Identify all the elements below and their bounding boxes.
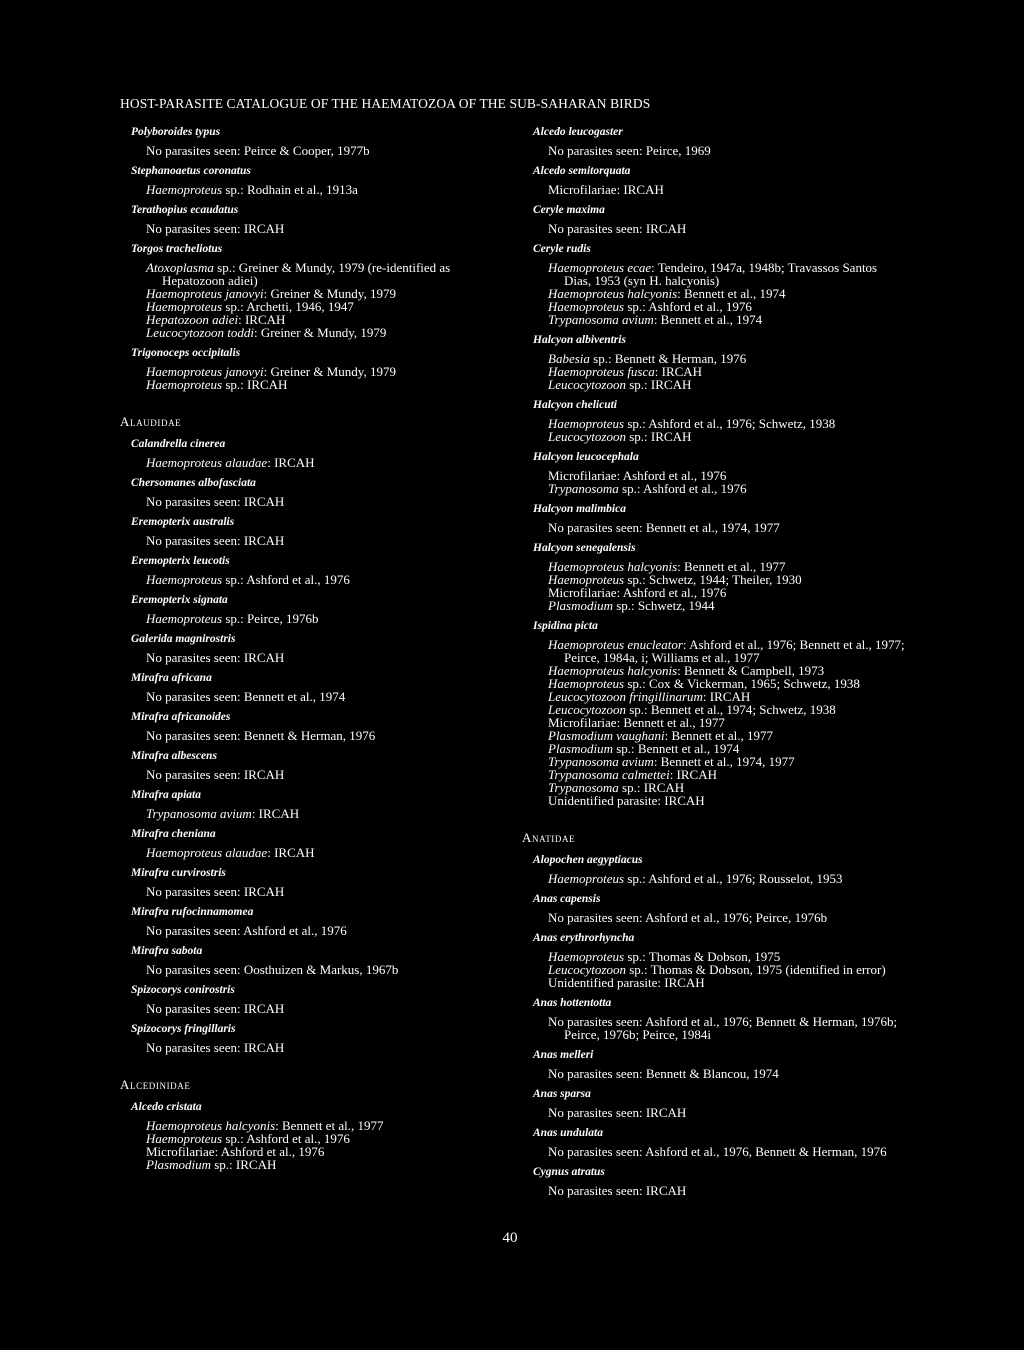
record-reference: : Bennett et al., 1977 <box>664 728 773 743</box>
record-reference: No parasites seen: IRCAH <box>548 1105 687 1120</box>
host-species-name: Stephanoaetus coronatus <box>131 165 251 177</box>
host-entry <box>522 399 907 443</box>
parasite-name: Haemoproteus halcyonis <box>548 286 678 301</box>
parasite-name: Haemoproteus <box>548 949 625 964</box>
parasite-record <box>120 326 500 339</box>
host-species-name: Galerida magnirostris <box>131 633 236 645</box>
record-reference: : IRCAH <box>702 689 751 704</box>
host-entry <box>522 997 907 1041</box>
parasite-record <box>522 911 907 924</box>
record-reference: sp.: IRCAH <box>211 1157 277 1172</box>
host-species-name: Anas hottentotta <box>533 997 612 1009</box>
record-reference: sp.: Rodhain et al., 1913a <box>222 182 358 197</box>
record-reference: No parasites seen: IRCAH <box>146 650 285 665</box>
record-reference: sp.: Schwetz, 1944 <box>613 598 715 613</box>
parasite-record <box>120 1158 500 1171</box>
record-reference: sp.: IRCAH <box>618 780 685 795</box>
parasite-name: Haemoproteus ecae <box>548 260 652 275</box>
record-reference: No parasites seen: IRCAH <box>146 494 285 509</box>
record-reference: sp.: Peirce, 1976b <box>222 611 319 626</box>
record-reference: No parasites seen: IRCAH <box>146 1001 285 1016</box>
parasite-name: Haemoproteus halcyonis <box>548 663 678 678</box>
record-reference: Microfilariae: IRCAH <box>548 182 664 197</box>
host-species-name: Halcyon leucocephala <box>533 451 639 463</box>
record-reference: : Bennett & Campbell, 1973 <box>677 663 825 678</box>
parasite-name: Babesia <box>548 351 590 366</box>
host-species-name: Alcedo cristata <box>131 1101 202 1113</box>
parasite-record <box>120 495 500 508</box>
host-species-name: Alcedo semitorquata <box>533 165 631 177</box>
record-reference: No parasites seen: IRCAH <box>146 884 285 899</box>
record-reference: : IRCAH <box>654 364 703 379</box>
record-reference: : Bennett et al., 1977 <box>275 1118 384 1133</box>
record-reference: sp.: Ashford et al., 1976; Rousselot, 1953 <box>624 871 843 886</box>
host-species-name: Calandrella cinerea <box>131 438 226 450</box>
host-entry <box>120 906 500 937</box>
host-entry <box>522 1049 907 1080</box>
parasite-name: Trypanosoma <box>548 780 619 795</box>
record-reference: Microfilariae: Ashford et al., 1976 <box>146 1144 325 1159</box>
host-entry <box>120 477 500 508</box>
host-species-name: Ceryle rudis <box>533 243 591 255</box>
parasite-record <box>120 729 500 742</box>
parasite-record <box>522 1067 907 1080</box>
host-species-name: Eremopterix signata <box>131 594 228 606</box>
record-reference: : IRCAH <box>267 845 315 860</box>
host-entry <box>522 334 907 391</box>
parasite-record <box>120 261 500 287</box>
parasite-name: Atoxoplasma <box>146 260 214 275</box>
record-reference: : Greiner & Mundy, 1979 <box>263 286 396 301</box>
record-reference: No parasites seen: Peirce, 1969 <box>548 143 711 158</box>
record-reference: sp.: IRCAH <box>625 429 692 444</box>
page-number: 40 <box>502 1230 518 1246</box>
host-entry <box>522 932 907 989</box>
record-reference: sp.: IRCAH <box>222 377 288 392</box>
host-species-name: Mirafra rufocinnamomea <box>131 906 254 918</box>
host-entry <box>522 854 907 885</box>
host-species-name: Cygnus atratus <box>533 1166 605 1178</box>
host-species-name: Anas melleri <box>533 1049 594 1061</box>
parasite-name: Haemoproteus <box>146 299 223 314</box>
right-column <box>522 126 907 1205</box>
record-reference: Microfilariae: Ashford et al., 1976 <box>548 468 727 483</box>
host-species-name: Ceryle maxima <box>533 204 605 216</box>
parasite-record <box>120 846 500 859</box>
host-species-name: Alopochen aegyptiacus <box>533 854 643 866</box>
parasite-name: Trypanosoma avium <box>548 312 654 327</box>
host-entry <box>522 1166 907 1197</box>
record-reference: Unidentified parasite: IRCAH <box>548 975 705 990</box>
left-column <box>120 126 500 1179</box>
family-heading: Alaudidae <box>120 414 182 429</box>
record-reference: sp.: Ashford et al., 1976 <box>222 1131 350 1146</box>
parasite-record <box>120 807 500 820</box>
record-reference: No parasites seen: IRCAH <box>146 1040 285 1055</box>
host-species-name: Eremopterix australis <box>131 516 235 528</box>
host-entry <box>522 893 907 924</box>
record-reference: No parasites seen: IRCAH <box>146 767 285 782</box>
parasite-name: Leucocytozoon fringillinarum <box>548 689 703 704</box>
parasite-name: Haemoproteus <box>548 572 625 587</box>
parasite-record <box>522 794 907 807</box>
host-entry <box>120 555 500 586</box>
record-reference: sp.: Ashford et al., 1976 <box>624 299 752 314</box>
parasite-record <box>522 144 907 157</box>
record-reference: No parasites seen: Peirce & Cooper, 1977b <box>146 143 370 158</box>
family-heading: Alcedinidae <box>120 1077 191 1092</box>
record-reference: Microfilariae: Ashford et al., 1976 <box>548 585 727 600</box>
record-reference: sp.: Thomas & Dobson, 1975 <box>624 949 781 964</box>
parasite-name: Plasmodium <box>548 741 613 756</box>
running-head: HOST-PARASITE CATALOGUE OF THE HAEMATOZOA OF THE SUB-SAHARAN BIRDS <box>120 96 651 111</box>
record-reference: sp.: Cox & Vickerman, 1965; Schwetz, 1938 <box>624 676 860 691</box>
host-entry <box>522 620 907 807</box>
parasite-record <box>120 573 500 586</box>
record-reference: sp.: Bennett et al., 1974; Schwetz, 1938 <box>625 702 836 717</box>
host-entry <box>120 594 500 625</box>
parasite-name: Haemoproteus <box>548 871 625 886</box>
host-species-name: Spizocorys conirostris <box>131 984 235 996</box>
parasite-record <box>522 482 907 495</box>
host-species-name: Torgos tracheliotus <box>131 243 223 255</box>
record-reference: Microfilariae: Bennett et al., 1977 <box>548 715 725 730</box>
record-reference: No parasites seen: Bennett & Herman, 1976 <box>146 728 376 743</box>
parasite-record <box>120 1002 500 1015</box>
parasite-name: Haemoproteus <box>548 299 625 314</box>
parasite-record <box>522 521 907 534</box>
parasite-record <box>120 1041 500 1054</box>
parasite-record <box>522 638 907 664</box>
parasite-name: Haemoproteus <box>146 572 223 587</box>
host-species-name: Mirafra sabota <box>131 945 203 957</box>
record-reference: sp.: Bennett & Herman, 1976 <box>589 351 747 366</box>
record-reference: No parasites seen: IRCAH <box>146 533 285 548</box>
parasite-record <box>120 144 500 157</box>
parasite-record <box>522 222 907 235</box>
host-species-name: Chersomanes albofasciata <box>131 477 256 489</box>
parasite-name: Haemoproteus <box>146 611 223 626</box>
record-reference: No parasites seen: IRCAH <box>548 1183 687 1198</box>
record-reference: sp.: Ashford et al., 1976 <box>618 481 747 496</box>
host-entry <box>120 438 500 469</box>
parasite-record <box>120 222 500 235</box>
host-entry <box>522 126 907 157</box>
host-species-name: Trigonoceps occipitalis <box>131 347 241 359</box>
host-entry <box>120 1101 500 1171</box>
parasite-record <box>522 183 907 196</box>
parasite-record <box>522 261 907 287</box>
host-entry <box>120 165 500 196</box>
record-reference: No parasites seen: Bennett et al., 1974, 1977 <box>548 520 780 535</box>
record-reference: sp.: Schwetz, 1944; Theiler, 1930 <box>624 572 802 587</box>
record-reference: : Bennett et al., 1974, 1977 <box>653 754 795 769</box>
host-species-name: Mirafra africana <box>131 672 212 684</box>
parasite-name: Haemoproteus janovyi <box>146 364 264 379</box>
host-entry <box>120 126 500 157</box>
parasite-record <box>522 313 907 326</box>
host-entry <box>522 451 907 495</box>
record-reference: : Tendeiro, 1947a, 1948b; Travassos Santos Dias, 1953 (syn H. halcyonis) <box>564 260 878 288</box>
family-heading: Anatidae <box>522 830 576 845</box>
host-species-name: Halcyon albiventris <box>533 334 626 346</box>
host-species-name: Spizocorys fringillaris <box>131 1023 236 1035</box>
host-species-name: Ispidina picta <box>533 620 598 632</box>
parasite-name: Plasmodium <box>548 598 613 613</box>
host-species-name: Mirafra africanoides <box>131 711 231 723</box>
parasite-name: Hepatozoon adiei <box>146 312 239 327</box>
host-species-name: Mirafra curvirostris <box>131 867 226 879</box>
record-reference: sp.: Archetti, 1946, 1947 <box>222 299 354 314</box>
parasite-name: Haemoproteus halcyonis <box>548 559 678 574</box>
record-reference: sp.: IRCAH <box>625 377 692 392</box>
parasite-record <box>120 690 500 703</box>
parasite-record <box>120 963 500 976</box>
parasite-name: Haemoproteus alaudae <box>146 455 268 470</box>
parasite-name: Trypanosoma calmettei <box>548 767 670 782</box>
host-entry <box>522 1127 907 1158</box>
host-entry <box>120 750 500 781</box>
parasite-record <box>522 1145 907 1158</box>
record-reference: No parasites seen: IRCAH <box>146 221 285 236</box>
host-species-name: Mirafra cheniana <box>131 828 216 840</box>
parasite-name: Haemoproteus <box>146 377 223 392</box>
record-reference: No parasites seen: Bennett & Blancou, 1974 <box>548 1066 779 1081</box>
host-species-name: Anas sparsa <box>533 1088 591 1100</box>
parasite-name: Trypanosoma avium <box>146 806 252 821</box>
host-species-name: Anas undulata <box>533 1127 603 1139</box>
host-species-name: Eremopterix leucotis <box>131 555 230 567</box>
record-reference: No parasites seen: Ashford et al., 1976; Peirce, 1976b <box>548 910 828 925</box>
host-entry <box>522 503 907 534</box>
host-entry <box>522 542 907 612</box>
parasite-record <box>120 924 500 937</box>
host-entry <box>120 633 500 664</box>
parasite-record <box>120 378 500 391</box>
parasite-record <box>120 885 500 898</box>
host-entry <box>522 243 907 326</box>
record-reference: sp.: Thomas & Dobson, 1975 (identified in error) <box>625 962 886 977</box>
host-entry <box>120 945 500 976</box>
parasite-record <box>522 872 907 885</box>
parasite-name: Trypanosoma avium <box>548 754 654 769</box>
parasite-record <box>120 534 500 547</box>
host-entry <box>120 711 500 742</box>
record-reference: : Greiner & Mundy, 1979 <box>253 325 387 340</box>
parasite-record <box>522 1015 907 1041</box>
host-entry <box>120 672 500 703</box>
parasite-name: Plasmodium <box>146 1157 211 1172</box>
parasite-record <box>522 599 907 612</box>
record-reference: : IRCAH <box>251 806 300 821</box>
parasite-name: Plasmodium vaughani <box>548 728 665 743</box>
host-entry <box>120 984 500 1015</box>
parasite-name: Leucocytozoon <box>548 702 626 717</box>
parasite-record <box>522 1184 907 1197</box>
parasite-record <box>522 378 907 391</box>
record-reference: No parasites seen: Ashford et al., 1976; Bennett & Herman, 1976b; Peirce, 1976b; Peirce, 1984i <box>548 1014 898 1042</box>
host-species-name: Terathopius ecaudatus <box>131 204 239 216</box>
host-entry <box>120 867 500 898</box>
parasite-name: Trypanosoma <box>548 481 619 496</box>
parasite-name: Leucocytozoon toddi <box>146 325 254 340</box>
host-entry <box>120 789 500 820</box>
parasite-record <box>522 1106 907 1119</box>
parasite-record <box>120 612 500 625</box>
host-entry <box>522 1088 907 1119</box>
parasite-name: Leucocytozoon <box>548 377 626 392</box>
record-reference: No parasites seen: Oosthuizen & Markus, 1967b <box>146 962 399 977</box>
record-reference: No parasites seen: IRCAH <box>548 221 687 236</box>
host-entry <box>120 243 500 339</box>
record-reference: : Greiner & Mundy, 1979 <box>263 364 396 379</box>
parasite-name: Haemoproteus fusca <box>548 364 655 379</box>
host-entry <box>120 828 500 859</box>
host-entry <box>522 165 907 196</box>
host-entry <box>522 204 907 235</box>
host-species-name: Alcedo leucogaster <box>533 126 623 138</box>
record-reference: sp.: Greiner & Mundy, 1979 (re-identified as Hepatozoon adiei) <box>162 260 451 288</box>
parasite-name: Haemoproteus <box>548 676 625 691</box>
parasite-record <box>120 651 500 664</box>
parasite-record <box>522 430 907 443</box>
parasite-name: Haemoproteus alaudae <box>146 845 268 860</box>
record-reference: : Bennett et al., 1974 <box>677 286 786 301</box>
host-species-name: Anas erythrorhyncha <box>533 932 635 944</box>
parasite-record <box>522 976 907 989</box>
parasite-name: Haemoproteus <box>146 182 223 197</box>
record-reference: No parasites seen: Ashford et al., 1976, Bennett & Herman, 1976 <box>548 1144 887 1159</box>
parasite-record <box>120 183 500 196</box>
record-reference: sp.: Bennett et al., 1974 <box>613 741 740 756</box>
parasite-record <box>120 456 500 469</box>
parasite-name: Haemoproteus enucleator <box>548 637 683 652</box>
parasite-record <box>120 768 500 781</box>
host-entry <box>120 516 500 547</box>
record-reference: sp.: Ashford et al., 1976; Schwetz, 1938 <box>624 416 836 431</box>
host-entry <box>120 347 500 391</box>
host-entry <box>120 204 500 235</box>
record-reference: : Bennett et al., 1977 <box>677 559 786 574</box>
record-reference: sp.: Ashford et al., 1976 <box>222 572 350 587</box>
host-species-name: Halcyon chelicuti <box>533 399 618 411</box>
record-reference: No parasites seen: Ashford et al., 1976 <box>146 923 347 938</box>
parasite-name: Haemoproteus janovyi <box>146 286 264 301</box>
record-reference: : Bennett et al., 1974 <box>653 312 763 327</box>
record-reference: : IRCAH <box>238 312 286 327</box>
parasite-name: Leucocytozoon <box>548 429 626 444</box>
parasite-name: Haemoproteus halcyonis <box>146 1118 276 1133</box>
host-species-name: Halcyon senegalensis <box>533 542 636 554</box>
parasite-name: Haemoproteus <box>548 416 625 431</box>
host-species-name: Anas capensis <box>533 893 601 905</box>
record-reference: : IRCAH <box>267 455 315 470</box>
record-reference: Unidentified parasite: IRCAH <box>548 793 705 808</box>
host-entry <box>120 1023 500 1054</box>
record-reference: No parasites seen: Bennett et al., 1974 <box>146 689 346 704</box>
host-species-name: Mirafra apiata <box>131 789 201 801</box>
parasite-name: Haemoproteus <box>146 1131 223 1146</box>
parasite-name: Leucocytozoon <box>548 962 626 977</box>
host-species-name: Mirafra albescens <box>131 750 217 762</box>
record-reference: : IRCAH <box>669 767 717 782</box>
host-species-name: Polyboroides typus <box>131 126 221 138</box>
record-reference: : Ashford et al., 1976; Bennett et al., 1977; Peirce, 1984a, i; Williams et al., 1977 <box>564 637 905 665</box>
host-species-name: Halcyon malimbica <box>533 503 626 515</box>
